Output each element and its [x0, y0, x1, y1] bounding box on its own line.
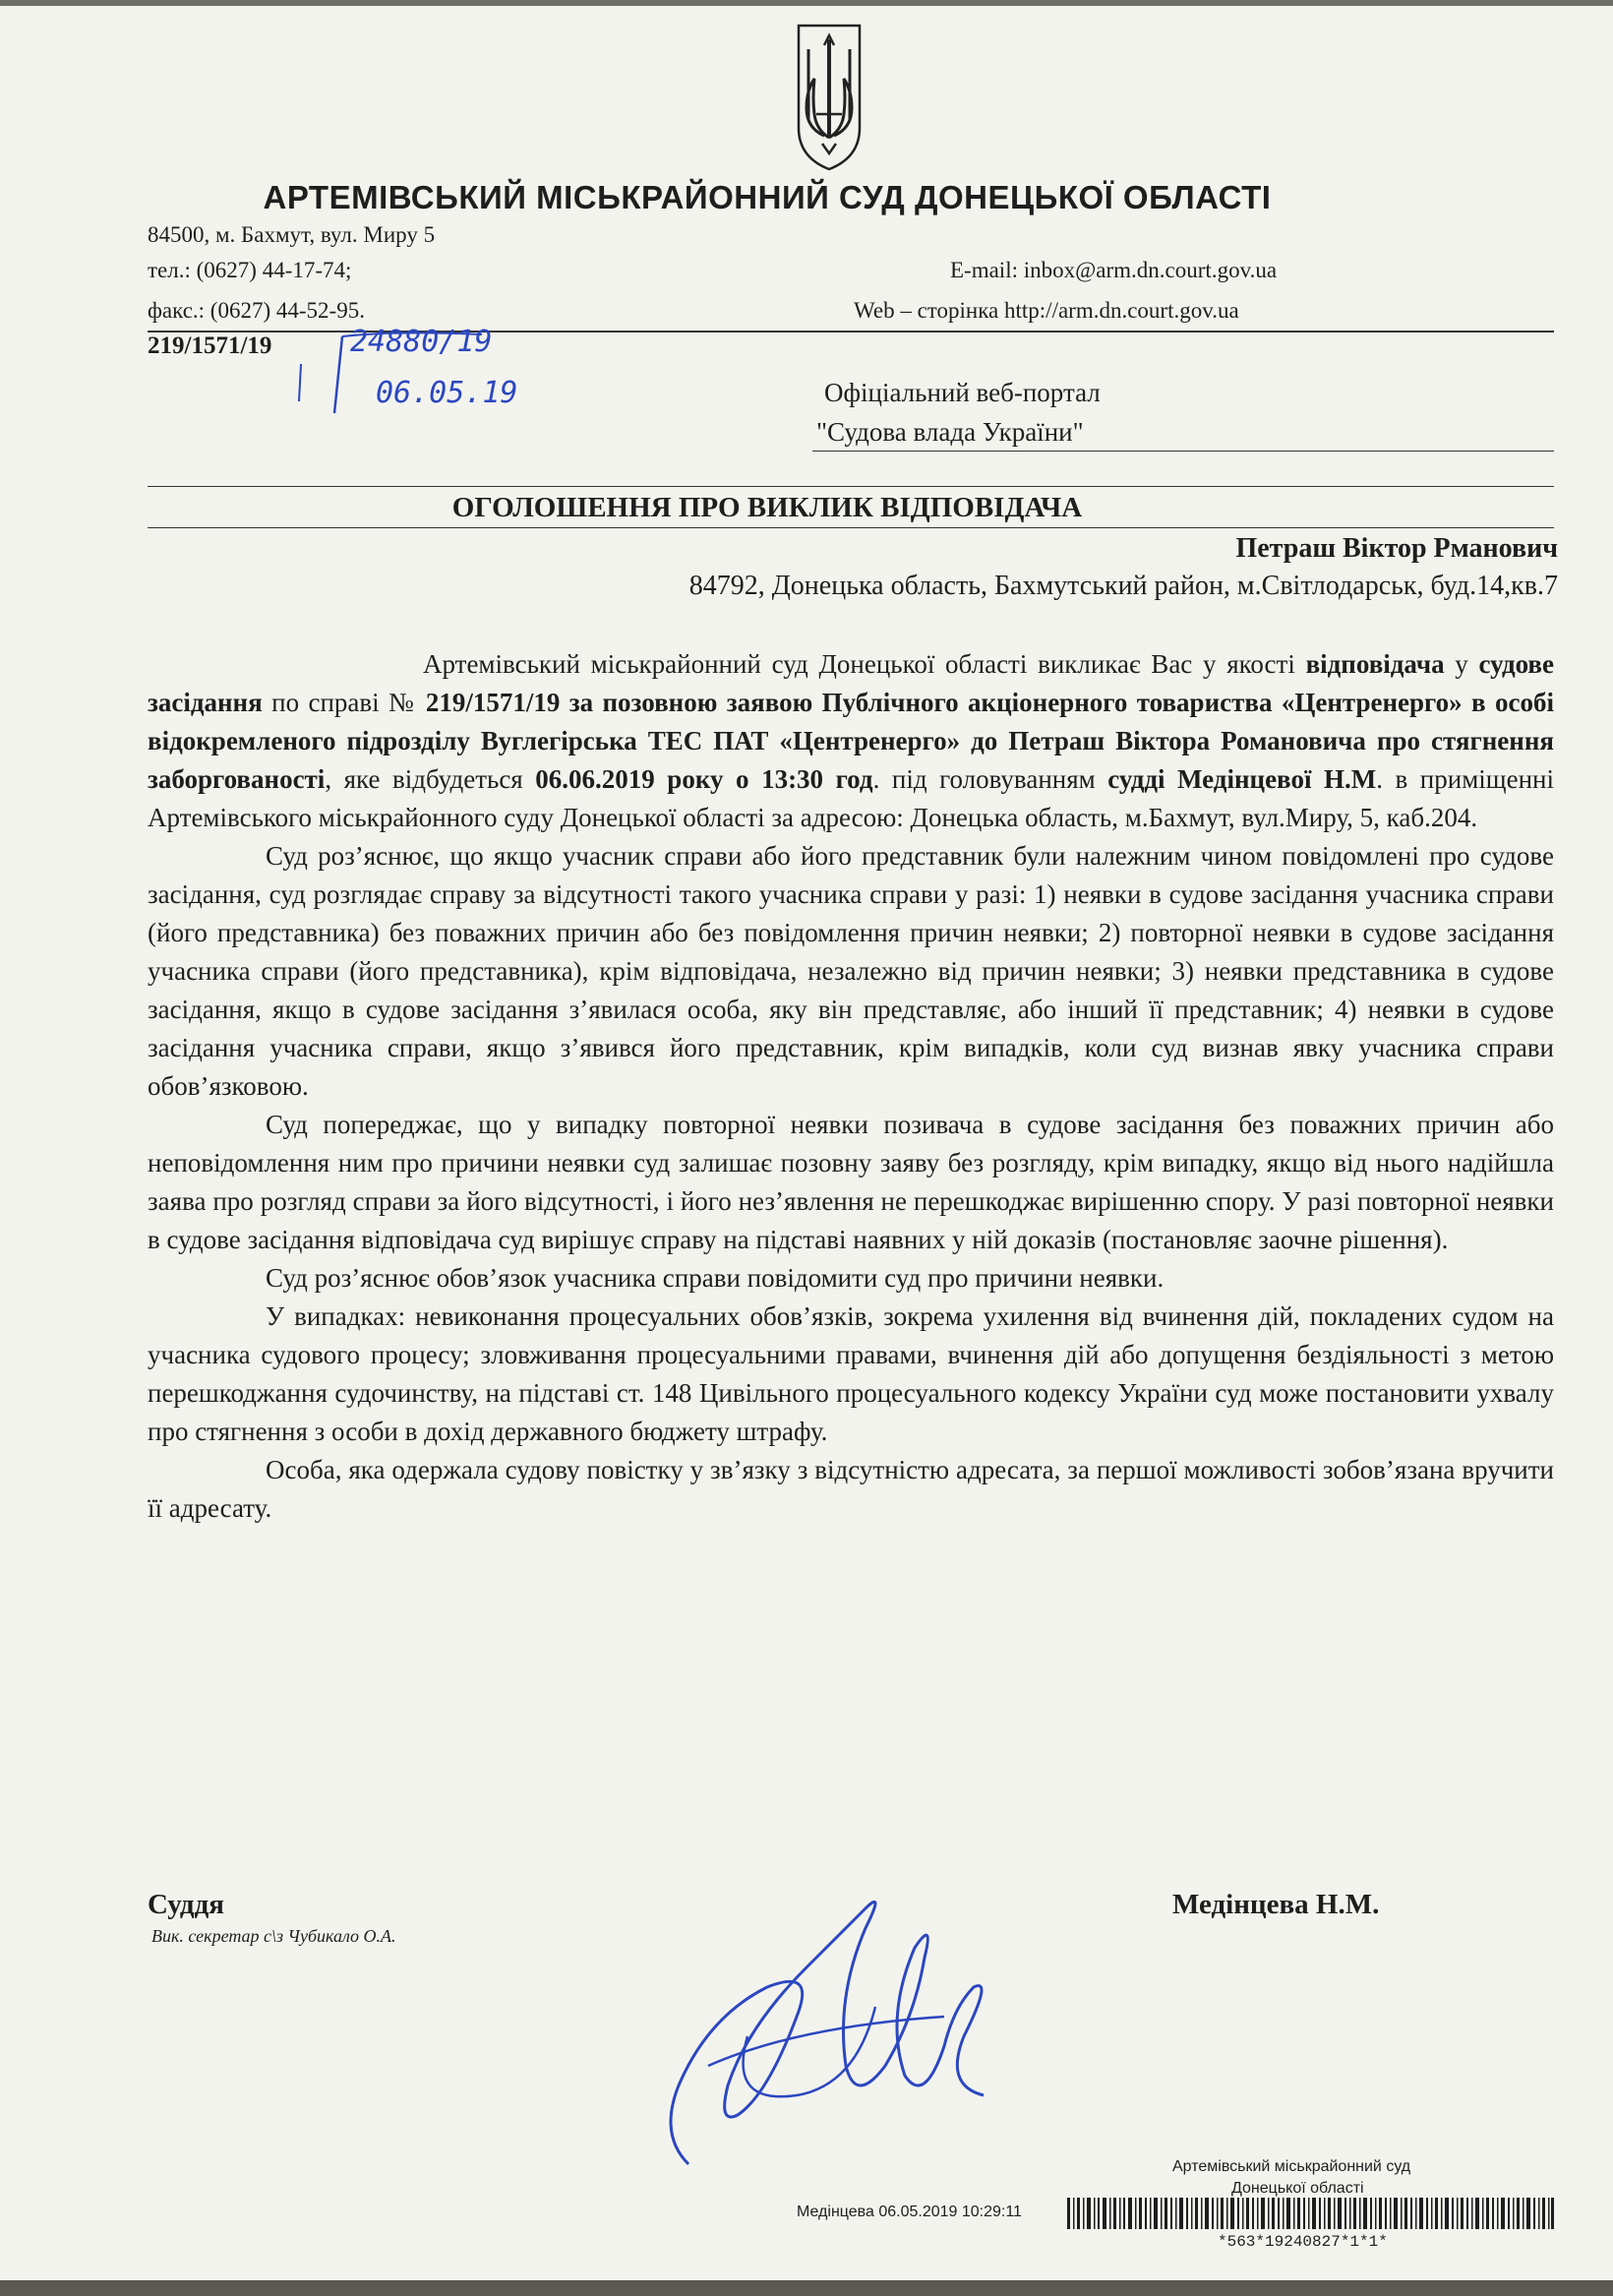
barcode-icon — [1067, 2198, 1554, 2229]
paragraph-warning: Суд попереджає, що у випадку повторної неявки позивача в судове засідання без поважних причин або неповідомлення ним про причини неявки суд залишає позовну заяву без розгляду, крім випадку, якщо від нього надійшла заява про розгляд справи за його відсутності, і його нез’явлення не перешкоджає вирішенню спору. У разі повторної неявки в судове засідання відповідача суд вирішує справу на підставі наявних у ній доказів (постановляє заочне рішення). — [148, 1110, 1554, 1254]
court-name-heading: АРТЕМІВСЬКИЙ МІСЬКРАЙОННИЙ СУД ДОНЕЦЬКОЇ ОБЛАСТІ — [263, 179, 1272, 215]
notice-body — [148, 645, 1554, 1528]
text-bold: судове засідання — [148, 649, 1554, 717]
text-fragment: Артемівський міськрайонний суд Донецької області викликає Вас у якості — [423, 649, 1306, 679]
paragraph-summons — [148, 645, 1554, 837]
clerk-note: Вик. секретар с\з Чубикало О.А. — [151, 1926, 396, 1946]
title-rule-bottom — [148, 527, 1554, 528]
presiding-judge: судді Медінцевої Н.М — [1107, 764, 1377, 794]
judge-signature — [649, 1869, 1003, 2174]
text-fragment: по справі № — [262, 688, 426, 717]
scan-edge-top — [0, 0, 1613, 6]
addressee-name: Петраш Віктор Рманович — [1235, 533, 1558, 564]
notice-title: ОГОЛОШЕННЯ ПРО ВИКЛИК ВІДПОВІДАЧА — [451, 492, 1083, 523]
text-fragment: , яке відбудеться — [325, 764, 536, 794]
text-fragment: . в приміщенні Артемівського міськрайонного суду Донецької області за адресою: Донецька область, м.Бахмут, вул.Миру, 5, каб.204. — [148, 764, 1554, 832]
addressee-address: 84792, Донецька область, Бахмутський район, м.Світлодарськ, буд.14,кв.7 — [688, 571, 1558, 601]
barcode-number: *563*19240827*1*1* — [1218, 2233, 1388, 2251]
judge-name: Медінцева Н.М. — [1172, 1889, 1380, 1920]
court-email: E-mail: inbox@arm.dn.court.gov.ua — [950, 258, 1278, 282]
stamp-court-line-1: Артемівський міськрайонний суд — [1172, 2158, 1411, 2175]
court-address: 84500, м. Бахмут, вул. Миру 5 — [148, 222, 436, 247]
paragraph-absence-rules: Суд роз’яснює, що якщо учасник справи або його представник були належним чином повідомлені про судове засідання, суд розглядає справу за відсутності такого учасника справи у разі: 1) неявки в судове засідання учасника справи (його представника) без поважних причин або без повідомлення причин неявки; 2) повторної неявки в судове засідання учасника справи (його представника), крім відповідача, незалежно від причин неявки; 3) неявки представника в судове засідання, якщо в судове засідання з’явилася особа, яку він представляє, або інший її представник; 4) неявки в судове засідання учасника справи, якщо з’явився його представник, крім випадків, коли суд визнав явку учасника справи обов’язковою. — [148, 841, 1554, 1101]
title-rule-top — [148, 486, 1554, 487]
court-fax: факс.: (0627) 44-52-95. — [148, 298, 365, 323]
court-website: Web – сторінка http://arm.dn.court.gov.ua — [854, 298, 1239, 323]
outgoing-case-number: 219/1571/19 — [148, 332, 272, 359]
handwritten-registration-number: 24880/19 — [350, 325, 493, 359]
stamp-user-datetime: Медінцева 06.05.2019 10:29:11 — [797, 2204, 1022, 2220]
court-phone: тел.: (0627) 44-17-74; — [148, 258, 352, 282]
handwritten-registration-date: 06.05.19 — [376, 376, 518, 410]
paragraph-duty: Суд роз’яснює обов’язок учасника справи повідомити суд про причини неявки. — [266, 1263, 1165, 1293]
text-fragment: у — [1444, 649, 1479, 679]
paragraph-fine: У випадках: невиконання процесуальних обов’язків, зокрема ухилення від вчинення дій, покладених судом на учасника судового процесу; зловживання процесуальними правами, вчинення дій або допущення бездіяльності з метою перешкоджання судочинству, на підставі ст. 148 Цивільного процесуального кодексу України суд може постановити ухвалу про стягнення з особи в дохід державного бюджету штрафу. — [148, 1301, 1554, 1446]
hearing-datetime: 06.06.2019 року о 13:30 год — [535, 764, 873, 794]
text-fragment: . під головуванням — [872, 764, 1108, 794]
trident-coat-of-arms-icon — [795, 20, 864, 172]
paragraph-delivery: Особа, яка одержала судову повістку у зв’язку з відсутністю адресата, за першої можливості зобов’язана вручити її адресату. — [148, 1455, 1554, 1523]
scan-edge-bottom — [0, 2280, 1613, 2296]
stamp-court-line-2: Донецької області — [1231, 2180, 1364, 2197]
recipient-line-2: "Судова влада України" — [816, 417, 1084, 447]
recipient-underline — [812, 451, 1554, 452]
text-bold: відповідача — [1305, 649, 1445, 679]
recipient-line-1: Офіціальний веб-портал — [824, 378, 1101, 407]
case-description: 219/1571/19 за позовною заявою Публічного акціонерного товариства «Центренерго» в особі відокремленого підрозділу Вуглегірська ТЕС ПАТ «Центренерго» до Петраш Віктора Романовича про стягнення заборгованості — [148, 688, 1554, 794]
judge-label: Суддя — [148, 1889, 224, 1920]
